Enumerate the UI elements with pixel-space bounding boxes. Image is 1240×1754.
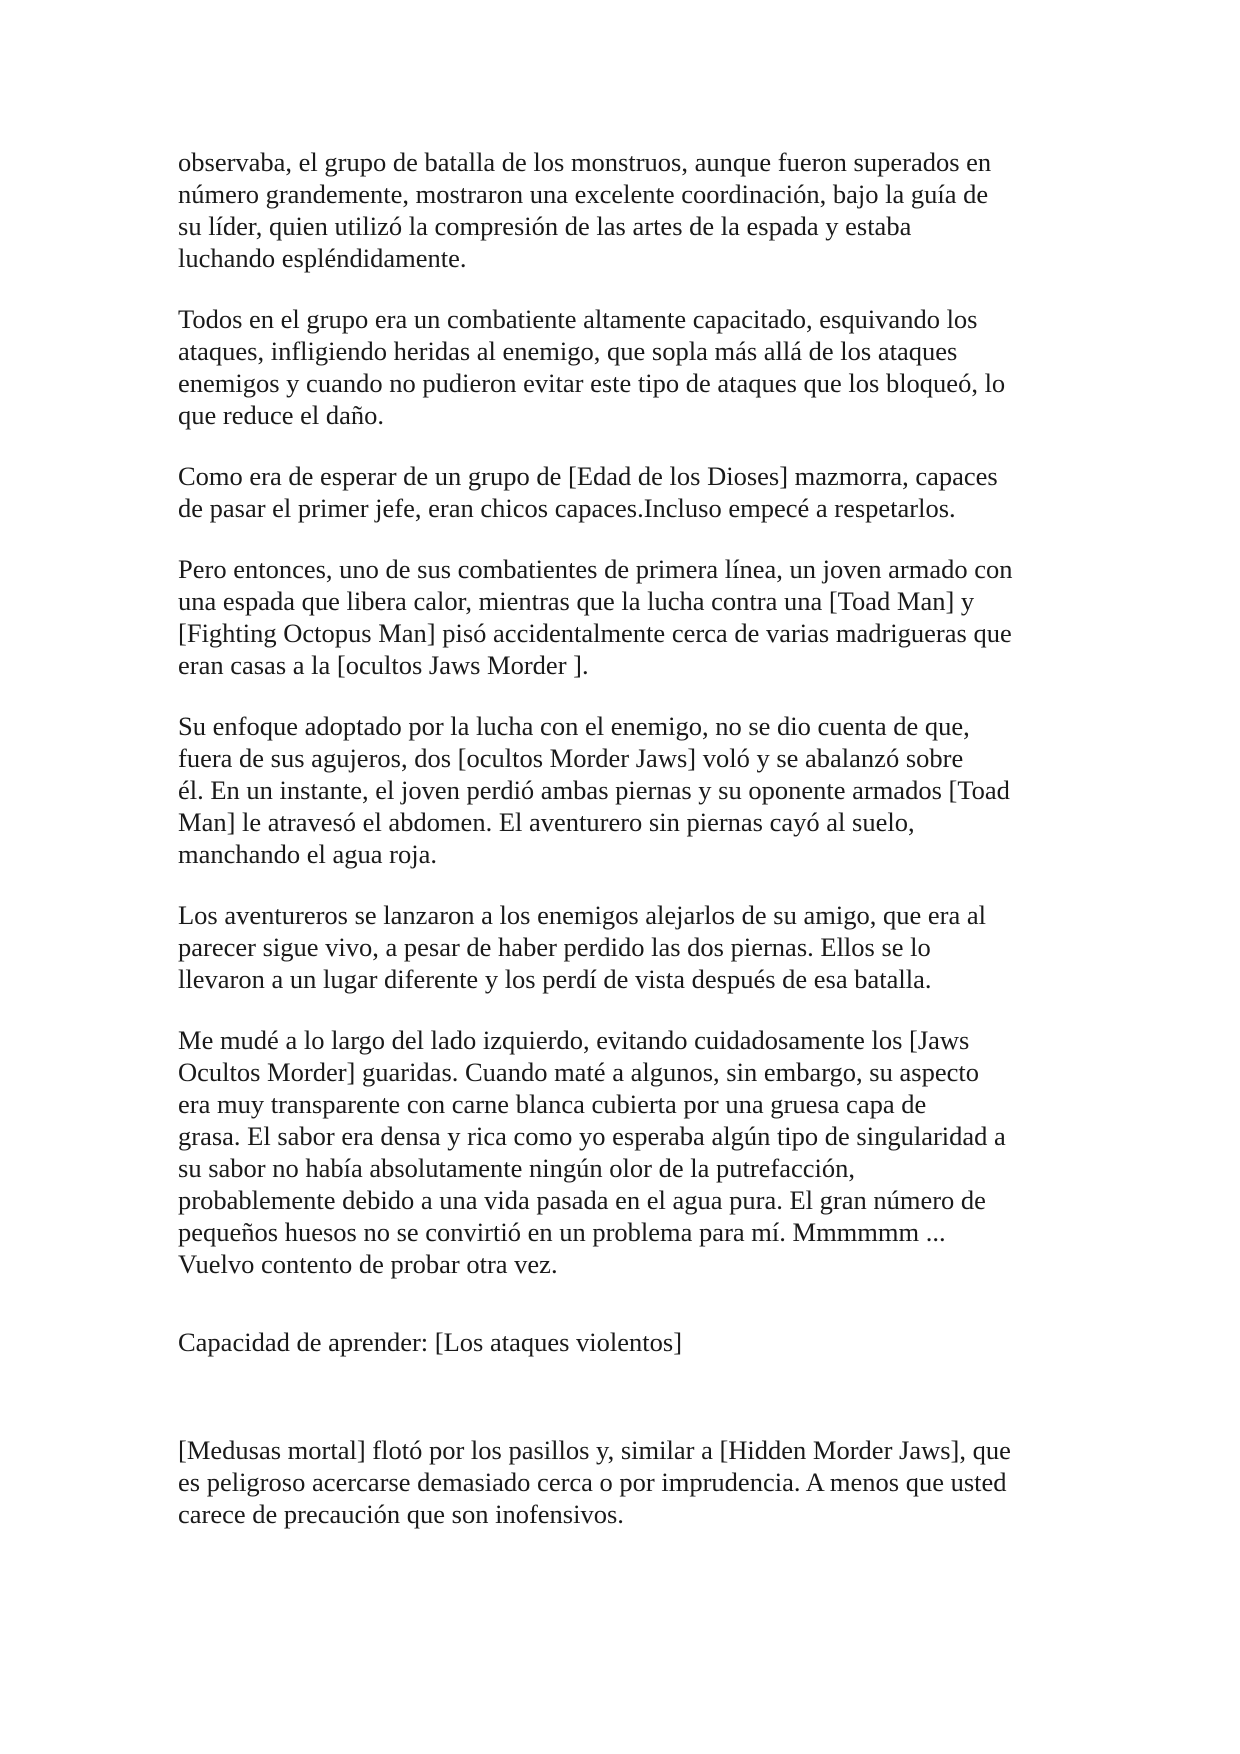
- text-line: parecer sigue vivo, a pesar de haber perdido las dos piernas. Ellos se lo: [178, 932, 931, 962]
- text-line: luchando espléndidamente.: [178, 243, 467, 273]
- text-line: Ocultos Morder] guaridas. Cuando maté a algunos, sin embargo, su aspecto: [178, 1057, 979, 1087]
- text-line: fuera de sus agujeros, dos [ocultos Morder Jaws] voló y se abalanzó sobre: [178, 743, 964, 773]
- text-line: Como era de esperar de un grupo de [Edad de los Dioses] mazmorra, capaces: [178, 461, 998, 491]
- paragraph-3: [178, 460, 1078, 524]
- text-line: grasa. El sabor era densa y rica como yo esperaba algún tipo de singularidad a: [178, 1121, 1006, 1151]
- text-line: [Medusas mortal] flotó por los pasillos y, similar a [Hidden Morder Jaws], que: [178, 1435, 1011, 1465]
- body-text: [178, 146, 1078, 1559]
- paragraph-9: [178, 1434, 1078, 1530]
- text-line: Capacidad de aprender: [Los ataques violentos]: [178, 1327, 683, 1357]
- paragraph-4: [178, 553, 1078, 681]
- text-line: de pasar el primer jefe, eran chicos capaces.Incluso empecé a respetarlos.: [178, 493, 956, 523]
- paragraph-2: [178, 303, 1078, 431]
- text-line: llevaron a un lugar diferente y los perdí de vista después de esa batalla.: [178, 964, 932, 994]
- text-line: su líder, quien utilizó la compresión de las artes de la espada y estaba: [178, 211, 912, 241]
- paragraph-7: [178, 1024, 1078, 1280]
- text-line: ataques, infligiendo heridas al enemigo, que sopla más allá de los ataques: [178, 336, 958, 366]
- paragraph-1: [178, 146, 1078, 274]
- text-line: Pero entonces, uno de sus combatientes de primera línea, un joven armado con: [178, 554, 1013, 584]
- paragraph-5: [178, 710, 1078, 870]
- text-line: es peligroso acercarse demasiado cerca o por imprudencia. A menos que usted: [178, 1467, 1007, 1497]
- text-line: Los aventureros se lanzaron a los enemigos alejarlos de su amigo, que era al: [178, 900, 986, 930]
- text-line: Vuelvo contento de probar otra vez.: [178, 1249, 558, 1279]
- text-line: observaba, el grupo de batalla de los monstruos, aunque fueron superados en: [178, 147, 992, 177]
- paragraph-6: [178, 899, 1078, 995]
- text-line: él. En un instante, el joven perdió ambas piernas y su oponente armados [Toad: [178, 775, 1010, 805]
- text-line: pequeños huesos no se convirtió en un problema para mí. Mmmmmm ...: [178, 1217, 946, 1247]
- text-line: Man] le atravesó el abdomen. El aventurero sin piernas cayó al suelo,: [178, 807, 915, 837]
- text-line: Su enfoque adoptado por la lucha con el enemigo, no se dio cuenta de que,: [178, 711, 970, 741]
- paragraph-8: [178, 1326, 1078, 1358]
- text-line: Todos en el grupo era un combatiente altamente capacitado, esquivando los: [178, 304, 978, 334]
- text-line: era muy transparente con carne blanca cubierta por una gruesa capa de: [178, 1089, 927, 1119]
- text-line: una espada que libera calor, mientras que la lucha contra una [Toad Man] y: [178, 586, 975, 616]
- text-line: manchando el agua roja.: [178, 839, 437, 869]
- text-line: que reduce el daño.: [178, 400, 385, 430]
- text-line: Me mudé a lo largo del lado izquierdo, evitando cuidadosamente los [Jaws: [178, 1025, 970, 1055]
- text-line: carece de precaución que son inofensivos.: [178, 1499, 624, 1529]
- text-line: enemigos y cuando no pudieron evitar este tipo de ataques que los bloqueó, lo: [178, 368, 1006, 398]
- text-line: su sabor no había absolutamente ningún olor de la putrefacción,: [178, 1153, 856, 1183]
- text-line: número grandemente, mostraron una excelente coordinación, bajo la guía de: [178, 179, 989, 209]
- text-line: probablemente debido a una vida pasada en el agua pura. El gran número de: [178, 1185, 986, 1215]
- text-line: eran casas a la [ocultos Jaws Morder ].: [178, 650, 589, 680]
- text-line: [Fighting Octopus Man] pisó accidentalmente cerca de varias madrigueras que: [178, 618, 1012, 648]
